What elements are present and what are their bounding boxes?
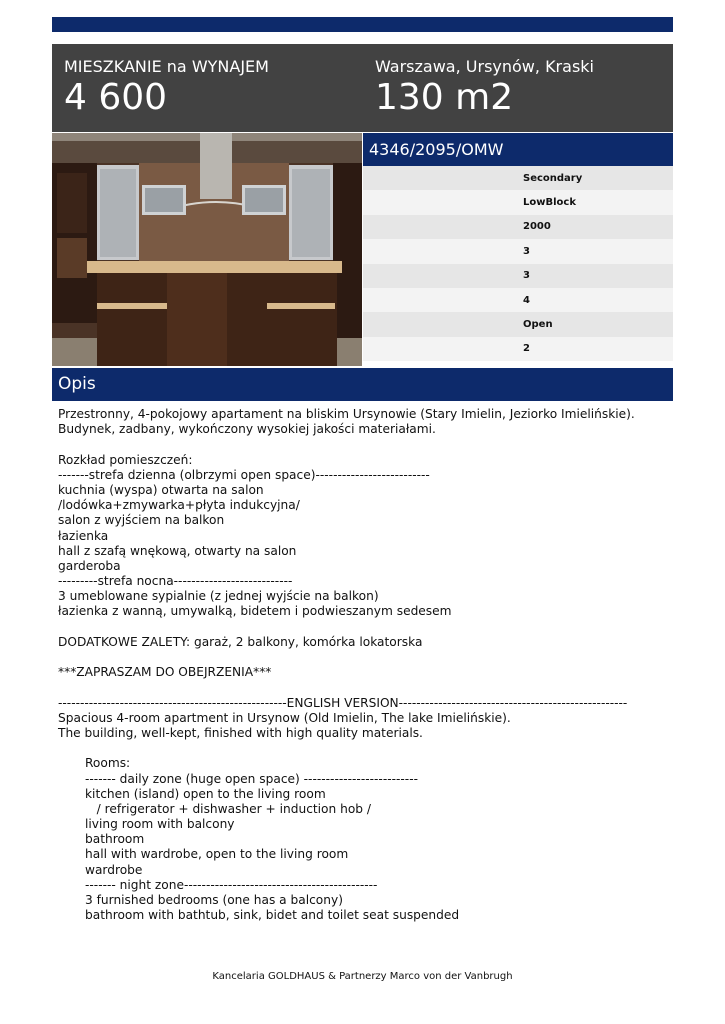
description-line: garderoba	[58, 558, 121, 573]
description-line: ------- daily zone (huge open space) --------------------------	[85, 771, 418, 786]
description-line: /lodówka+zmywarka+płyta indukcyjna/	[58, 498, 300, 513]
description-line: ***ZAPRASZAM DO OBEJRZENIA***	[58, 665, 272, 680]
description-line: living room with balcony	[85, 817, 235, 832]
description-line: hall with wardrobe, open to the living room	[85, 847, 349, 862]
description-line	[58, 650, 668, 665]
description-line	[58, 620, 668, 635]
description-line: salon z wyjściem na balkon	[58, 513, 225, 528]
description-text	[58, 407, 668, 923]
description-line: łazienka	[58, 528, 109, 543]
property-row-market: Secondary	[363, 166, 673, 190]
description-line: Budynek, zadbany, wykończony wysokiej jakości materiałami.	[58, 422, 436, 437]
description-line: bathroom	[85, 832, 145, 847]
property-row-year: 2000	[363, 215, 673, 239]
listing-header	[52, 44, 673, 132]
listing-price: 4 600	[64, 77, 168, 118]
property-row-floors: 3	[363, 264, 673, 288]
description-line: kitchen (island) open to the living room	[85, 786, 326, 801]
top-accent-bar	[52, 17, 673, 32]
property-row-kitchen: Open	[363, 312, 673, 336]
description-line: 3 umeblowane sypialnie (z jednej wyjście na balkon)	[58, 589, 379, 604]
listing-area: 130 m2	[375, 77, 514, 118]
reference-number: 4346/2095/OMW	[363, 133, 673, 166]
description-line	[58, 741, 668, 756]
property-row-floor: 3	[363, 239, 673, 263]
description-line: Przestronny, 4-pokojowy apartament na bliskim Ursynowie (Stary Imielin, Jeziorko Imielińskie).	[58, 407, 635, 421]
description-line: ---------strefa nocna---------------------------	[58, 574, 293, 589]
description-line: ------- night zone--------------------------------------------	[85, 877, 378, 892]
description-line: hall z szafą wnękową, otwarty na salon	[58, 543, 297, 558]
description-line	[58, 680, 668, 695]
listing-header-left	[64, 57, 269, 119]
description-line: Rozkład pomieszczeń:	[58, 452, 193, 467]
description-line: 3 furnished bedrooms (one has a balcony)	[85, 893, 343, 907]
description-line: wardrobe	[85, 862, 143, 877]
description-line: Spacious 4-room apartment in Ursynow (Old Imielin, The lake Imielińskie).	[58, 710, 511, 725]
agency-footer: Kancelaria GOLDHAUS & Partnerzy Marco von der Vanbrugh	[212, 971, 513, 982]
description-line: łazienka z wanną, umywalką, bidetem i podwieszanym sedesem	[58, 604, 452, 619]
listing-header-right	[375, 57, 594, 119]
property-row-rooms: 4	[363, 288, 673, 312]
property-row-building-type: LowBlock	[363, 190, 673, 214]
property-row-balconies: 2	[363, 337, 673, 361]
apartment-photo	[52, 133, 362, 366]
listing-location: Warszawa, Ursynów, Kraski	[375, 57, 594, 76]
property-details-table	[363, 166, 673, 361]
description-line: kuchnia (wyspa) otwarta na salon	[58, 482, 264, 497]
description-heading: Opis	[52, 368, 673, 401]
description-line: Rooms:	[85, 756, 131, 771]
kitchen-photo-image	[52, 133, 362, 366]
description-line: DODATKOWE ZALETY: garaż, 2 balkony, komórka lokatorska	[58, 634, 423, 649]
description-line: bathroom with bathtub, sink, bidet and toilet seat suspended	[85, 908, 460, 923]
description-line: ----------------------------------------------------ENGLISH VERSION----------------------------------------------------	[58, 695, 628, 710]
description-line	[58, 437, 668, 452]
description-line: The building, well-kept, finished with high quality materials.	[58, 725, 423, 740]
description-line: -------strefa dzienna (olbrzymi open space)--------------------------	[58, 467, 430, 482]
listing-type: MIESZKANIE na WYNAJEM	[64, 57, 269, 76]
description-line: / refrigerator + dishwasher + induction hob /	[85, 801, 372, 816]
